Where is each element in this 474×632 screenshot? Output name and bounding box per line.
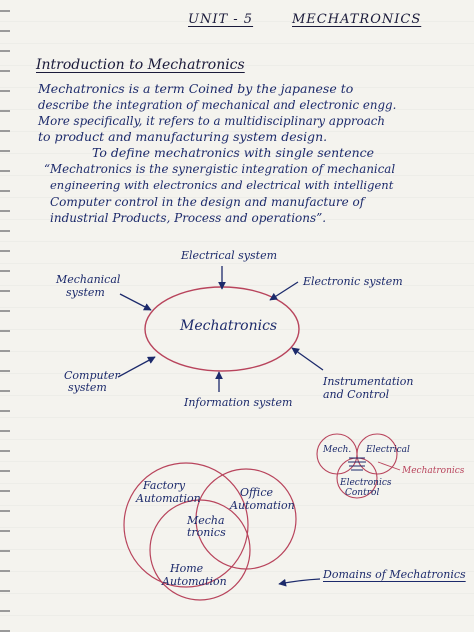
arrow-domains: [279, 579, 320, 584]
computer-label: system: [68, 381, 107, 394]
venn-home-label: Home: [170, 562, 204, 575]
information-label: Information system: [184, 396, 293, 409]
intro-line: To define mechatronics with single sentence: [92, 145, 375, 160]
electronic-label: Electronic system: [303, 275, 403, 288]
subject-title: MECHATRONICS: [292, 12, 422, 27]
instrumentation-label: and Control: [323, 388, 390, 401]
arrow-mechanical: [120, 294, 151, 310]
intro-line: describe the integration of mechanical and electronic engg.: [38, 98, 397, 112]
venn-small-electronics-label: Electronics: [340, 478, 392, 488]
venn-factory-label: Automation: [136, 492, 201, 505]
electrical-label: Electrical system: [181, 249, 278, 262]
venn-office-label: Office: [240, 486, 273, 499]
intro-line: industrial Products, Process and operations”.: [50, 211, 327, 225]
venn-small-electrical-label: Electrical: [366, 445, 410, 455]
domains-label: Domains of Mechatronics: [323, 568, 466, 581]
intro-line: to product and manufacturing system design.: [38, 129, 328, 144]
intro-line: engineering with electronics and electrical with intelligent: [50, 178, 394, 192]
venn-factory-label: Factory: [143, 479, 186, 492]
venn-small-electronics-label: Control: [345, 488, 380, 498]
intro-line: More specifically, it refers to a multidisciplinary approach: [38, 114, 385, 128]
unit-label: UNIT - 5: [188, 12, 254, 27]
arrow-electronic: [270, 282, 298, 300]
venn-small-mech-label: Mech.: [323, 445, 352, 455]
arrow-instrumentation: [292, 348, 323, 370]
intro-line: Computer control in the design and manufacture of: [50, 195, 365, 209]
venn-center-label: Mecha: [187, 514, 225, 527]
intro-heading: Introduction to Mechatronics: [36, 57, 245, 73]
computer-label: Computer: [64, 369, 120, 382]
instrumentation-label: Instrumentation: [323, 375, 414, 388]
venn-small-title: Mechatronics: [402, 466, 465, 476]
venn-small-pointer: [378, 462, 400, 470]
intro-line: “Mechatronics is the synergistic integration of mechanical: [44, 162, 396, 176]
intro-line: Mechatronics is a term Coined by the japanese to: [38, 81, 354, 96]
center-label: Mechatronics: [180, 318, 278, 334]
mechanical-label: system: [66, 286, 105, 299]
venn-home-label: Automation: [162, 575, 227, 588]
venn-office-label: Automation: [230, 499, 295, 512]
venn-center-label: tronics: [187, 526, 226, 539]
mechanical-label: Mechanical: [56, 273, 121, 286]
arrow-computer: [118, 357, 155, 377]
